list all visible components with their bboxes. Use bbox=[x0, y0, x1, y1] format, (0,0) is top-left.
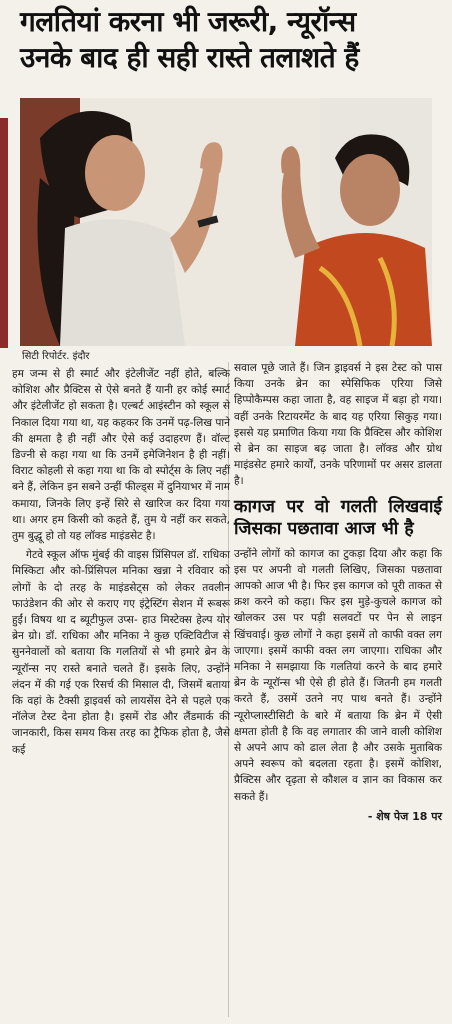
paragraph: सवाल पूछे जाते हैं। जिन ड्राइवर्स ने इस टेस्ट को पास किया उनके ब्रेन का स्पेसिफिक एरिया जिसे हिप्पोकैम्पस कहा जाता है, वह साइज में बड़ा हो गया। वहीं उनके रिटायरमेंट के बाद यह एरिया सिकुड़ गया। इससे यह प्रमाणित किया गया कि प्रैक्टिस और कोशिश से ब्रेन का साइज बढ़ जाता है। लॉक्ड और ग्रोथ माइंडसेट हमारे कार्यों, उनके परिणामों पर असर डालता है। bbox=[234, 362, 442, 488]
headline-line-2: उनके बाद ही सही रास्ते तलाशते हैं bbox=[20, 41, 359, 74]
photo-illustration bbox=[20, 98, 432, 346]
page-edge-mark bbox=[0, 118, 8, 348]
right-column bbox=[234, 360, 442, 825]
paragraph: हम जन्म से ही स्मार्ट और इंटेलीजेंट नहीं होते, बल्कि कोशिश और प्रैक्टिस से ऐसे बनते हैं यानी हर कोई स्मार्ट और इंटेलीजेंट हो सकता है। एल्बर्ट आइंस्टीन को स्कूल से निकाल दिया गया था, यह कहकर कि उनमें पढ़-लिख पाने की क्षमता है ही नहीं और ऐसे कई उदाहरण हैं। वॉल्ट डिज्नी से कहा गया था कि उनमें इमेजिनेशन है ही नहीं। विराट कोहली से कहा गया था कि वो स्पोर्ट्स के लिए नहीं बने हैं, लेकिन इन सबने उन्हीं फील्ड्स में दुनियाभर में नाम कमाया, जिनके लिए इन्हें सिरे से खारिज कर दिया गया था। अगर हम किसी को कहते हैं, तुम ये नहीं कर सकते, तुम बुद्धू हो तो यह लॉक्ड माइंडसेट है। bbox=[12, 368, 230, 543]
article-photo bbox=[20, 98, 432, 346]
continued-note: - शेष पेज 18 पर bbox=[367, 809, 442, 823]
paragraph: गेटवे स्कूल ऑफ मुंबई की वाइस प्रिंसिपल डॉ. राधिका मिस्किटा और को-प्रिंसिपल मनिका खन्ना ने रविवार को लोगों के दो तरह के माइंडसेट्स को लेकर तवलीन फाउंडेशन की ओर से कराए गए इंट्रेस्टिंग सेशन में रूबरू हुईं। विषय था द ब्यूटीफुल उप्स- हाउ मिस्टेक्स हेल्प योर ब्रेन ग्रो। डॉ. राधिका और मनिका ने कुछ एक्टिविटीज से सुननेवालों को बताया कि गलतियों से भी हमारे ब्रेन के न्यूरॉन्स नए रास्ते बनाते चलते हैं। इसके लिए, उन्होंने लंदन में की गई एक रिसर्च की मिसाल दी, जिसमें बताया कि वहां के टैक्सी ड्राइवर्स को लायसेंस देने से पहले एक नॉलेज टेस्ट देना होता है। इसमें रोड और लैंडमार्क की जानकारी, किस समय किस तरह का ट्रैफिक होता है, जैसे कई bbox=[12, 549, 230, 756]
headline bbox=[20, 4, 445, 76]
photo-credit: सिटी रिपोर्टर. इंदौर bbox=[22, 351, 90, 362]
left-column bbox=[12, 366, 230, 758]
headline-line-1: गलतियां करना भी जरूरी, न्यूरॉन्स bbox=[20, 5, 356, 38]
article-body bbox=[12, 360, 442, 1020]
subheading: कागज पर वो गलती लिखवाई जिसका पछतावा आज भी है bbox=[234, 496, 442, 539]
paragraph: उन्होंने लोगों को कागज का टुकड़ा दिया और कहा कि इस पर अपनी वो गलती लिखिए, जिसका पछतावा आपको आज भी है। फिर इस कागज को पूरी ताकत से क्रश करने को कहा। फिर इस मुड़े-कुचले कागज को खोलकर उस पर पड़ी सलवटों पर पेन से लाइन खिंचवाई। कुछ लोगों ने कहा इसमें तो काफी वक्त लग जाएगा। इसमें काफी वक्त लग जाएगा। राधिका और मनिका ने समझाया कि गलतियां करने के बाद हमारे ब्रेन के न्यूरॉन्स भी ऐसे ही होते हैं। जितनी हम गलती करते हैं, उसमें उतने नए पाथ बनते हैं। उन्होंने न्यूरोप्लास्टीसिटी के बारे में बताया कि ब्रेन में ऐसी क्षमता होती है कि वह लगातार की जाने वाली कोशिश से अपने आप को ढाल लेता है और उसके मुताबिक अपने स्वरूप को बदलता रहता है। इसमें कोशिश, प्रैक्टिस और दृढ़ता से कौशल व ज्ञान का विकास कर सकते हैं। bbox=[234, 547, 442, 803]
